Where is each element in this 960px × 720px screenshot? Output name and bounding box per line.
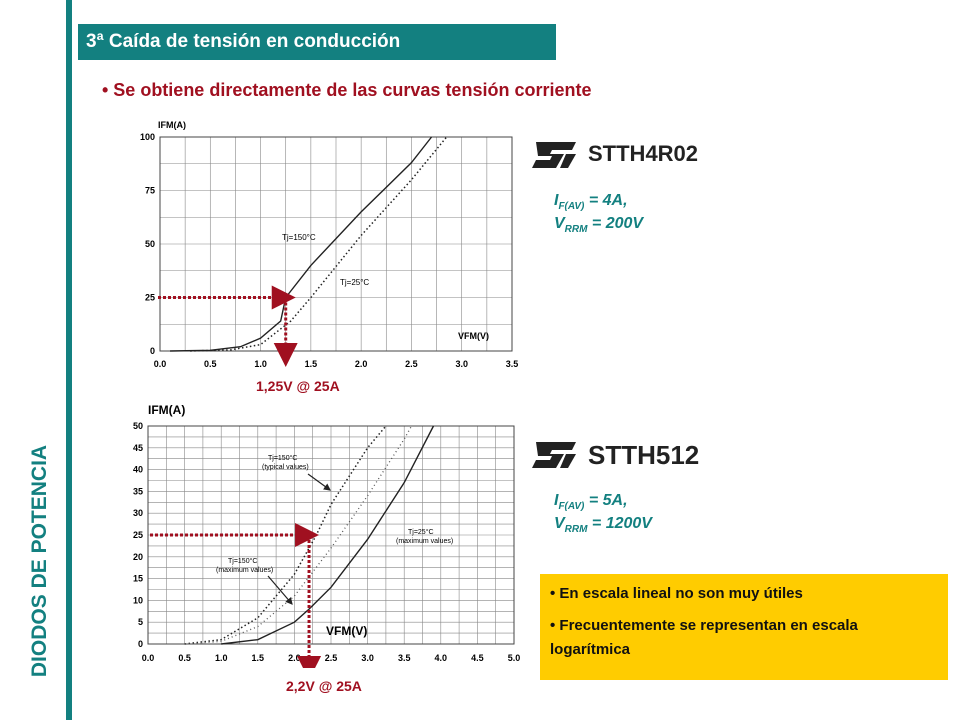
c1-xtick: 0.5 <box>204 359 217 369</box>
chart2-label-b2: (maximum values) <box>396 538 454 545</box>
c1-ytick: 0 <box>149 346 155 356</box>
c1-xtick: 1.0 <box>254 359 267 369</box>
note-1: • En escala lineal no son muy útiles <box>550 585 803 602</box>
side-title: DIODOS DE POTENCIA <box>28 444 51 678</box>
c2-xtick: 1.5 <box>251 653 265 663</box>
note-box <box>540 574 948 680</box>
c2-xtick: 5.0 <box>507 653 521 663</box>
c2-ytick: 5 <box>137 617 143 628</box>
c2-ytick: 30 <box>132 508 143 519</box>
device-name-2: STTH512 <box>588 440 700 470</box>
c1-ytick: 25 <box>144 292 155 303</box>
c2-ytick: 20 <box>132 551 143 562</box>
slide-title: 3ª Caída de tensión en conducción <box>78 24 556 60</box>
chart2-label-a1: Tj=150°C <box>268 455 298 462</box>
c2-xtick: 2.5 <box>324 653 338 663</box>
main-bullet: • Se obtiene directamente de las curvas tensión corriente <box>102 80 592 100</box>
st-logo-icon <box>530 138 578 172</box>
chart2-label-b1: Tj=25°C <box>408 529 434 536</box>
chart1-label-25: Tj=25°C <box>340 278 370 287</box>
device-spec-2-current: $I_{F(AV)} = 5A$, <box>554 492 628 513</box>
device-spec-2-voltage: $V_{RRM} = 1200V$ <box>554 515 652 536</box>
c1-xtick: 3.5 <box>505 359 519 369</box>
left-accent-bar <box>66 0 72 720</box>
c1-xtick: 2.5 <box>405 359 418 369</box>
chart2-arrow-maximum <box>268 576 292 604</box>
c1-xtick: 3.0 <box>455 359 468 369</box>
chart1-ylabel: IFM(A) <box>158 120 186 130</box>
c2-xtick: 0.5 <box>178 653 191 663</box>
c2-xtick: 4.5 <box>471 653 484 663</box>
device-spec-1-voltage: $V_{RRM} = 200V$ <box>554 215 644 236</box>
c1-ytick: 50 <box>144 239 155 249</box>
note-2: • Frecuentemente se representan en escala logarítmica <box>550 617 858 658</box>
c2-ytick: 25 <box>132 530 143 540</box>
c2-xtick: 2.0 <box>288 653 301 663</box>
chart1-grid <box>160 137 512 351</box>
point-label-2: 2,2V @ 25A <box>286 678 362 694</box>
chart2-label-c2: (maximum values) <box>216 567 274 574</box>
c2-xtick: 4.0 <box>434 653 448 663</box>
chart1-marker <box>158 298 286 356</box>
chart2-label-c1: Tj=150°C <box>228 558 258 565</box>
c1-xtick: 1.5 <box>304 359 318 369</box>
c2-ytick: 35 <box>132 486 143 497</box>
c1-xtick: 0.0 <box>153 359 167 369</box>
c1-ytick: 75 <box>144 185 155 196</box>
chart-stth4r02 <box>130 112 525 377</box>
c2-ytick: 10 <box>132 595 143 606</box>
c2-xtick: 3.0 <box>361 653 374 663</box>
c2-xtick: 1.0 <box>214 653 228 663</box>
c2-ytick: 40 <box>132 464 143 475</box>
chart2-label-a2: (typical values) <box>262 464 309 471</box>
chart2-ylabel: IFM(A) <box>148 403 186 417</box>
point-label-1: 1,25V @ 25A <box>256 378 340 394</box>
c2-ytick: 15 <box>132 573 143 584</box>
device-spec-1-current: $I_{F(AV)} = 4A$, <box>554 192 628 213</box>
c2-ytick: 50 <box>132 421 143 431</box>
chart2-arrow-typical <box>308 474 330 490</box>
c1-xtick: 2.0 <box>354 359 368 369</box>
chart1-label-150: Tj=150°C <box>282 233 316 242</box>
c2-ytick: 45 <box>132 442 143 453</box>
c2-xtick: 3.5 <box>397 653 411 663</box>
c2-ytick: 0 <box>137 639 143 649</box>
c2-xtick: 0.0 <box>141 653 155 663</box>
chart2-xlabel: VFM(V) <box>326 624 368 638</box>
st-logo-icon <box>530 438 578 472</box>
chart-stth512 <box>108 398 528 668</box>
chart2-marker <box>150 535 309 668</box>
device-name-1: STTH4R02 <box>588 141 699 166</box>
c1-ytick: 100 <box>139 132 155 142</box>
chart1-xlabel: VFM(V) <box>458 331 489 341</box>
